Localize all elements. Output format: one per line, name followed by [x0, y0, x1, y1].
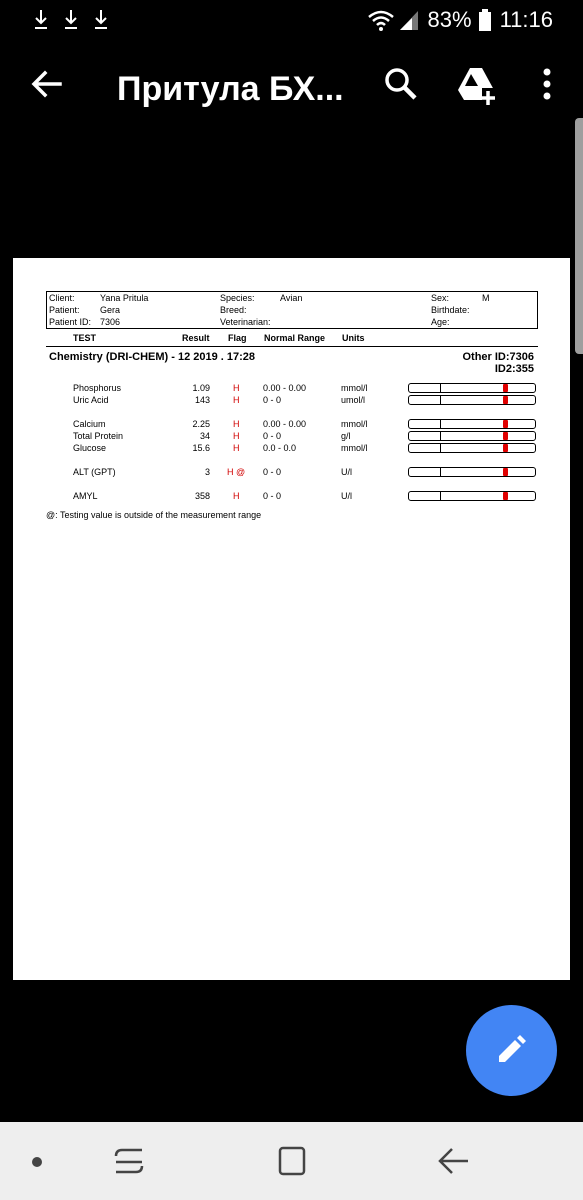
- row-units: U/l: [341, 491, 352, 501]
- row-units: mmol/l: [341, 383, 368, 393]
- range-bar-marker: [503, 468, 508, 476]
- range-bar-tick: [440, 432, 441, 440]
- scroll-handle[interactable]: [575, 118, 583, 354]
- sex-label: Sex:: [431, 293, 450, 303]
- back-arrow-icon[interactable]: [26, 64, 66, 104]
- row-range: 0 - 0: [263, 491, 282, 501]
- range-bar-tick: [440, 468, 441, 476]
- row-range: 0 - 0: [263, 467, 282, 477]
- row-flag: H: [233, 395, 240, 405]
- row-test: Phosphorus: [73, 383, 122, 393]
- row-flag: H: [233, 383, 240, 393]
- clock: 11:16: [499, 7, 553, 32]
- range-bar-tick: [440, 396, 441, 404]
- row-test: Total Protein: [73, 431, 124, 441]
- row-result: 358: [194, 491, 210, 501]
- header-divider: [46, 346, 538, 347]
- breed-label: Breed:: [220, 305, 247, 315]
- row-units: mmol/l: [341, 419, 368, 429]
- edit-fab-button[interactable]: [466, 1005, 557, 1096]
- range-bar: [408, 443, 536, 453]
- drive-add-icon[interactable]: [456, 64, 500, 108]
- result-row-alt: [13, 466, 570, 478]
- range-bar-tick: [440, 420, 441, 428]
- patient-info-box: [46, 291, 538, 329]
- row-result: 1.09: [192, 383, 210, 393]
- row-flag: H: [233, 491, 240, 501]
- patient-id-value: 7306: [100, 317, 121, 327]
- range-bar-marker: [503, 396, 508, 404]
- range-bar: [408, 467, 536, 477]
- battery-icon: [478, 8, 492, 32]
- row-result: 3: [204, 467, 210, 477]
- row-units: g/l: [341, 431, 351, 441]
- row-flag: H @: [227, 467, 246, 477]
- result-row-glucose: [13, 442, 570, 454]
- back-icon[interactable]: [436, 1144, 472, 1178]
- result-row-uric-acid: [13, 394, 570, 406]
- footnote: @: Testing value is outside of the measurement range: [46, 510, 262, 520]
- column-result: Result: [182, 333, 210, 343]
- row-test: Calcium: [73, 419, 106, 429]
- row-units: U/l: [341, 467, 352, 477]
- row-range: 0.00 - 0.00: [263, 419, 307, 429]
- home-icon[interactable]: [276, 1144, 308, 1178]
- range-bar-tick: [440, 444, 441, 452]
- document-page: [13, 258, 570, 980]
- range-bar: [408, 383, 536, 393]
- range-bar: [408, 431, 536, 441]
- range-bar-marker: [503, 492, 508, 500]
- range-bar-marker: [503, 420, 508, 428]
- recents-icon[interactable]: [112, 1144, 146, 1178]
- battery-percent: 83%: [427, 7, 472, 32]
- birthdate-label: Birthdate:: [431, 305, 470, 315]
- row-range: 0 - 0: [263, 431, 282, 441]
- range-bar: [408, 395, 536, 405]
- species-value: Avian: [280, 293, 303, 303]
- result-row-phosphorus: [13, 382, 570, 394]
- signal-icon: [398, 8, 420, 32]
- range-bar-tick: [440, 384, 441, 392]
- row-result: 2.25: [192, 419, 210, 429]
- column-units: Units: [342, 333, 365, 343]
- range-bar: [408, 419, 536, 429]
- result-row-amyl: [13, 490, 570, 502]
- patient-value: Gera: [100, 305, 121, 315]
- row-flag: H: [233, 443, 240, 453]
- row-result: 143: [194, 395, 210, 405]
- row-range: 0 - 0: [263, 395, 282, 405]
- app-bar: [0, 44, 583, 140]
- status-bar: [0, 0, 583, 40]
- row-units: mmol/l: [341, 443, 368, 453]
- row-test: ALT (GPT): [73, 467, 116, 477]
- row-result: 34: [199, 431, 210, 441]
- download-icon: [93, 8, 109, 30]
- id-secondary: ID2:355: [494, 363, 534, 375]
- document-title: Притула БХ...: [117, 70, 344, 108]
- wifi-icon: [366, 8, 396, 32]
- row-range: 0.00 - 0.00: [263, 383, 307, 393]
- row-test: Glucose: [73, 443, 107, 453]
- range-bar-tick: [440, 492, 441, 500]
- edit-pencil-icon: [495, 1034, 527, 1066]
- download-icon: [63, 8, 79, 30]
- row-range: 0.0 - 0.0: [263, 443, 297, 453]
- species-label: Species:: [220, 293, 255, 303]
- row-test: AMYL: [73, 491, 98, 501]
- download-icon: [33, 8, 49, 30]
- range-bar-marker: [503, 384, 508, 392]
- column-test: TEST: [73, 333, 97, 343]
- patient-label: Patient:: [49, 305, 80, 315]
- result-row-calcium: [13, 418, 570, 430]
- system-nav-bar: [0, 1122, 583, 1200]
- range-bar: [408, 491, 536, 501]
- result-row-total-protein: [13, 430, 570, 442]
- row-flag: H: [233, 431, 240, 441]
- row-result: 15.6: [192, 443, 210, 453]
- search-icon[interactable]: [381, 64, 421, 104]
- range-bar-marker: [503, 432, 508, 440]
- nav-dot-icon[interactable]: [32, 1157, 42, 1167]
- more-vert-icon[interactable]: [535, 64, 559, 104]
- veterinarian-label: Veterinarian:: [220, 317, 271, 327]
- row-units: umol/l: [341, 395, 366, 405]
- chemistry-title: Chemistry (DRI-CHEM) - 12 2019 . 17:28: [49, 351, 256, 363]
- sex-value: M: [482, 293, 490, 303]
- row-flag: H: [233, 419, 240, 429]
- client-label: Client:: [49, 293, 75, 303]
- patient-id-label: Patient ID:: [49, 317, 92, 327]
- row-test: Uric Acid: [73, 395, 109, 405]
- id-primary: Other ID:7306: [462, 351, 534, 363]
- client-value: Yana Pritula: [100, 293, 149, 303]
- range-bar-marker: [503, 444, 508, 452]
- column-flag: Flag: [228, 333, 247, 343]
- age-label: Age:: [431, 317, 450, 327]
- column-range: Normal Range: [264, 333, 326, 343]
